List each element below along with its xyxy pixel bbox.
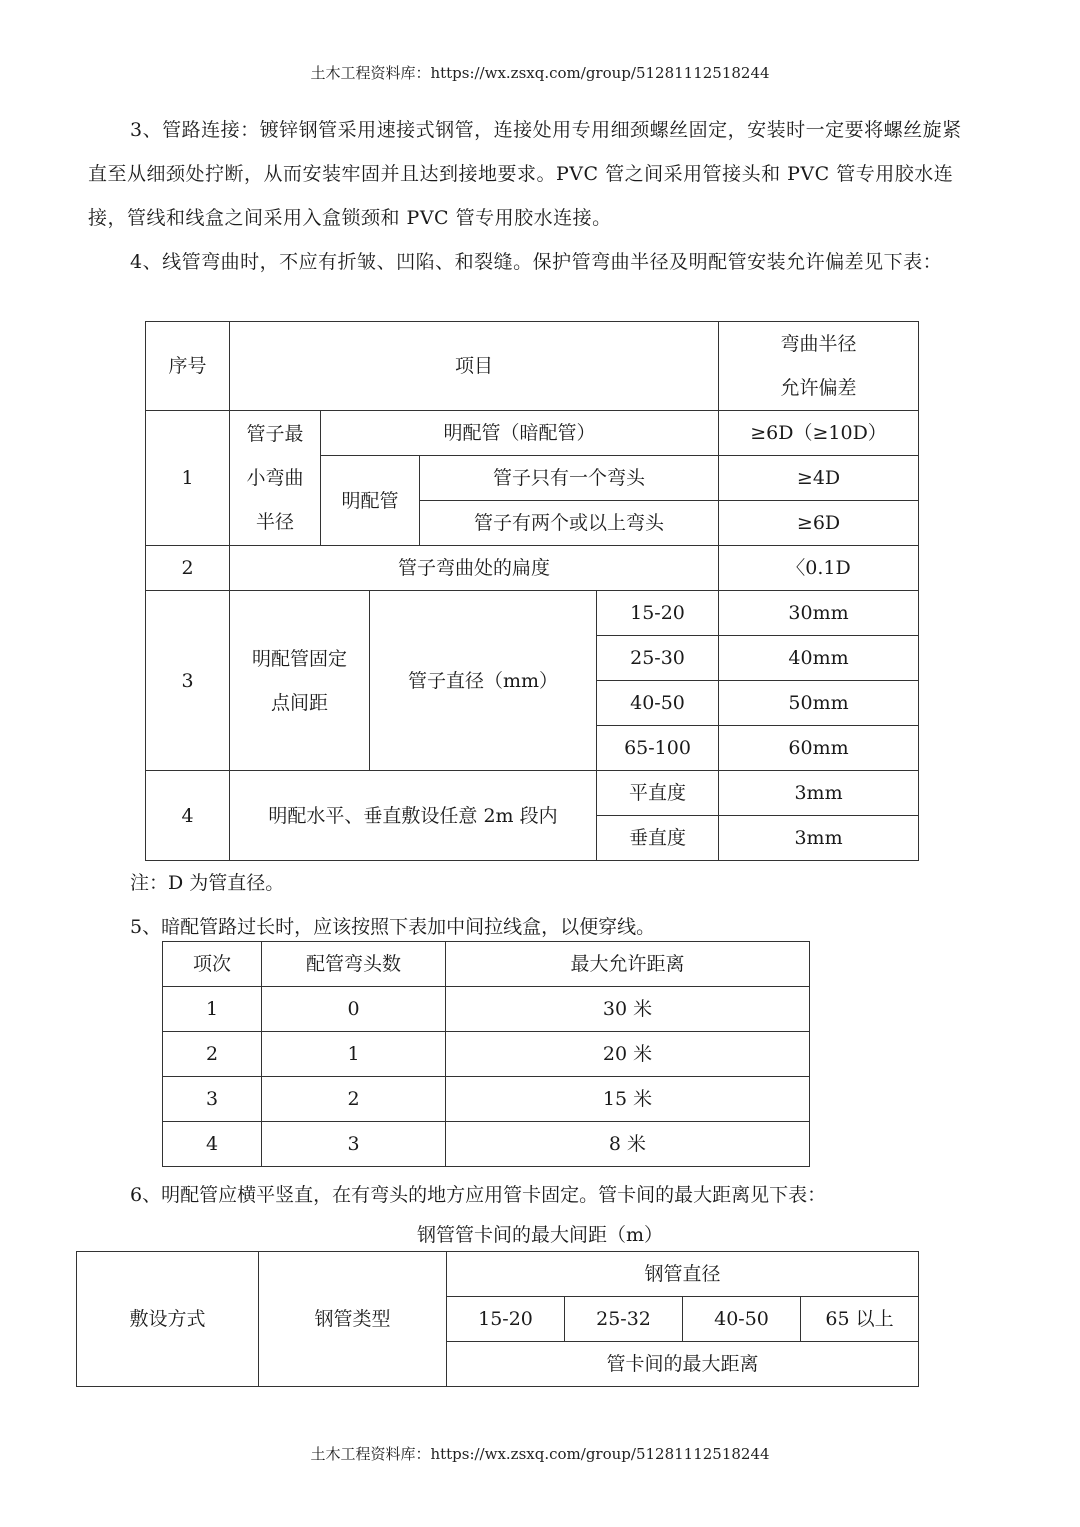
table-cell: 2 xyxy=(262,1077,446,1122)
table-cell: 15 米 xyxy=(446,1077,810,1122)
row1-sub: 明配管 xyxy=(321,456,420,546)
table-cell: 8 米 xyxy=(446,1122,810,1167)
row3-diameter: 65-100 xyxy=(597,726,719,771)
paragraph-6: 6、明配管应横平竖直，在有弯头的地方应用管卡固定。管卡间的最大距离见下表： xyxy=(130,1184,827,1206)
row2-no: 2 xyxy=(146,546,230,591)
pull-box-distance-table xyxy=(162,941,810,1167)
row3-group xyxy=(230,591,370,771)
paragraph-4-text: 4、线管弯曲时，不应有折皱、凹陷、和裂缝。保护管弯曲半径及明配管安装允许偏差见下表： xyxy=(130,251,943,273)
row3-group-line2: 点间距 xyxy=(270,691,328,714)
row3-value: 60mm xyxy=(719,726,919,771)
row1-b-value: ≥4D xyxy=(719,456,919,501)
row1-group-line1: 管子最 xyxy=(246,423,304,445)
row1-no: 1 xyxy=(146,411,230,546)
header-deviation-line2: 允许偏差 xyxy=(780,377,857,399)
header-method: 敷设方式 xyxy=(77,1252,259,1387)
clamp-spacing-table xyxy=(76,1251,919,1387)
header-cell: 最大允许距离 xyxy=(446,942,810,987)
table-cell: 4 xyxy=(163,1122,262,1167)
row3-diameter: 15-20 xyxy=(597,591,719,636)
row3-diameter: 40-50 xyxy=(597,681,719,726)
row4-b-value: 3mm xyxy=(719,816,919,861)
paragraph-3-text: 3、管路连接：镀锌钢管采用速接式钢管，连接处用专用细颈螺丝固定，安装时一定要将螺丝旋紧直至从细颈处拧断，从而安装牢固并且达到接地要求。PVC 管之间采用管接头和 PVC 管专用胶水连接，管线和线盒之间采用入盒锁颈和 PVC 管专用胶水连接。 xyxy=(88,119,962,229)
row4-label: 明配水平、垂直敷设任意 2m 段内 xyxy=(230,771,597,861)
header-max-distance: 管卡间的最大距离 xyxy=(447,1342,919,1387)
row3-sub: 管子直径（mm） xyxy=(370,591,597,771)
row1-c-value: ≥6D xyxy=(719,501,919,546)
header-pipe-type: 钢管类型 xyxy=(259,1252,447,1387)
header-deviation xyxy=(719,322,919,411)
size-cell: 15-20 xyxy=(447,1297,565,1342)
row3-value: 40mm xyxy=(719,636,919,681)
bend-radius-table xyxy=(145,321,919,861)
header-no: 序号 xyxy=(146,322,230,411)
paragraph-3 xyxy=(88,108,980,240)
table-cell: 20 米 xyxy=(446,1032,810,1077)
row4-b-label: 垂直度 xyxy=(597,816,719,861)
row1-b-label: 管子只有一个弯头 xyxy=(420,456,719,501)
row4-no: 4 xyxy=(146,771,230,861)
row3-value: 30mm xyxy=(719,591,919,636)
size-cell: 25-32 xyxy=(565,1297,683,1342)
row2-label: 管子弯曲处的扁度 xyxy=(230,546,719,591)
row1-a-value: ≥6D（≥10D） xyxy=(719,411,919,456)
row1-group xyxy=(230,411,321,546)
row4-a-label: 平直度 xyxy=(597,771,719,816)
table-cell: 3 xyxy=(262,1122,446,1167)
row3-group-line1: 明配管固定 xyxy=(251,647,347,670)
size-cell: 40-50 xyxy=(683,1297,801,1342)
table3-caption: 钢管管卡间的最大间距（m） xyxy=(416,1224,664,1246)
paragraph-4 xyxy=(88,240,980,284)
page-footer: 土木工程资料库：https://wx.zsxq.com/group/51281112518244 xyxy=(310,1445,770,1463)
header-cell: 配管弯头数 xyxy=(262,942,446,987)
table-cell: 2 xyxy=(163,1032,262,1077)
row1-c-label: 管子有两个或以上弯头 xyxy=(420,501,719,546)
row1-group-line2: 小弯曲 xyxy=(246,467,304,489)
row3-value: 50mm xyxy=(719,681,919,726)
table-cell: 3 xyxy=(163,1077,262,1122)
table-cell: 1 xyxy=(163,987,262,1032)
header-item: 项目 xyxy=(230,322,719,411)
header-diameter: 钢管直径 xyxy=(447,1252,919,1297)
page-header: 土木工程资料库：https://wx.zsxq.com/group/51281112518244 xyxy=(310,64,770,82)
row1-a-label: 明配管（暗配管） xyxy=(321,411,719,456)
row2-value: 〈0.1D xyxy=(719,546,919,591)
table-cell: 1 xyxy=(262,1032,446,1077)
header-deviation-line1: 弯曲半径 xyxy=(780,333,857,355)
table-cell: 0 xyxy=(262,987,446,1032)
row3-diameter: 25-30 xyxy=(597,636,719,681)
row4-a-value: 3mm xyxy=(719,771,919,816)
row1-group-line3: 半径 xyxy=(255,511,294,533)
size-cell: 65 以上 xyxy=(801,1297,919,1342)
table-note: 注：D 为管直径。 xyxy=(130,872,285,894)
header-cell: 项次 xyxy=(163,942,262,987)
table-cell: 30 米 xyxy=(446,987,810,1032)
paragraph-5: 5、暗配管路过长时，应该按照下表加中间拉线盒，以便穿线。 xyxy=(130,916,656,938)
row3-no: 3 xyxy=(146,591,230,771)
